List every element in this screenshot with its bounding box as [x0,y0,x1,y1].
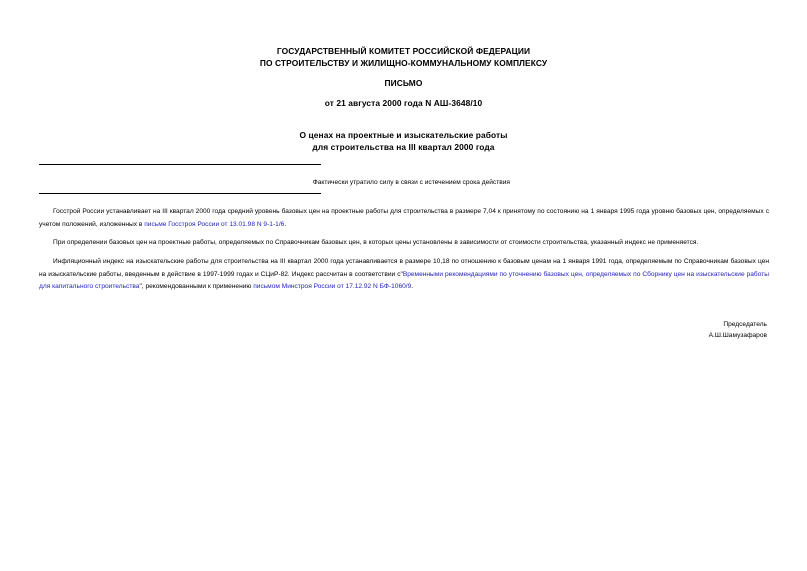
issuer-line-2: ПО СТРОИТЕЛЬСТВУ И ЖИЛИЩНО-КОММУНАЛЬНОМУ КОМПЛЕКСУ [259,58,548,68]
link-minstroy-letter[interactable]: письмом Минстроя России от 17.12.92 N БФ-1060/9 [253,283,412,291]
paragraph-3-text-c: . [411,283,414,291]
status-note: Фактически утратило силу в связи с истечением срока действия [312,179,510,186]
document-date-number: от 21 августа 2000 года N АШ-3648/10 [324,98,483,108]
document-subject-line-1: О ценах на проектные и изыскательские работы [299,130,508,140]
divider-bottom [39,193,321,194]
paragraph-2-text: При определении базовых цен на проектные работы, определяемых по Справочникам базовых цен, в которых цены установлены в зависимости от стоимости строительства, указанный индекс не применяется. [53,239,699,246]
link-gosstroy-letter[interactable]: письме Госстроя России от 13.01.98 N 9-1-1/6 [144,220,285,228]
document-type: ПИСЬМО [384,78,423,88]
paragraph-2 [39,237,769,250]
signature-position: Председатель [723,321,767,328]
signature-name: А.Ш.Шамузафаров [708,332,767,339]
issuer-line-1: ГОСУДАРСТВЕННЫЙ КОМИТЕТ РОССИЙСКОЙ ФЕДЕРАЦИИ [276,46,531,56]
divider-top [39,164,321,165]
paragraph-1 [39,206,769,231]
paragraph-3-text-b: ", рекомендованными к применению [139,283,254,291]
paragraph-1-text-a: Госстрой России устанавливает на III квартал 2000 года средний уровень базовых цен на проектные работы для строительства в размере 7,04 к принятому по состоянию на 1 января 1995 года уровню базовых цен, определяемых с учетом положений, изложенных в [39,208,769,228]
paragraph-3-text-a: Инфляционный индекс на изыскательские работы для строительства на III квартал 2000 года устанавливается в размере 10,18 по отношению к базовым ценам на 1 января 1991 года, определяемым по Справочникам базовых цен на изыскательские работы, введенным в действие в 1997-1999 годах и СЦиР-82. Индекс рассчитан в соответствии с" [39,258,769,278]
document-subject-line-2: для строительства на III квартал 2000 года [312,142,495,152]
paragraph-3 [39,256,769,294]
link-temporary-recommendations[interactable]: Временными рекомендациями по уточнению базовых цен, определяемых по Сборнику цен на изыскательские работы для капитального строительства [39,270,769,291]
paragraph-1-text-b: . [284,220,287,228]
